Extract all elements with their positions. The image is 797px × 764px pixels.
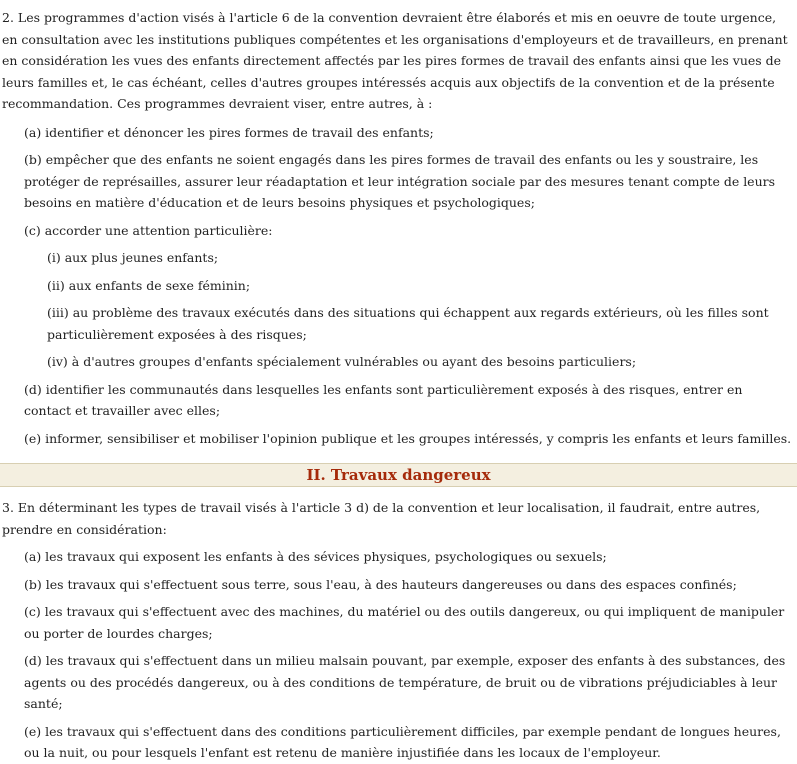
item-2c-iii: (iii) au problème des travaux exécutés dans des situations qui échappent aux regards extérieurs, où les filles sont particulièrement exposées à des risques;: [47, 305, 769, 342]
item-2c: (c) accorder une attention particulière:: [24, 222, 273, 238]
item-3d: (d) les travaux qui s'effectuent dans un milieu malsain pouvant, par exemple, exposer des enfants à des substances, des agents ou des procédés dangereux, ou à des conditions de température, de bruit ou de vibrations préjudiciables à leur santé;: [24, 653, 786, 711]
item-2a: (a) identifier et dénoncer les pires formes de travail des enfants;: [24, 124, 434, 140]
paragraph-2: 2. Les programmes d'action visés à l'article 6 de la convention devraient être élaborés et mis en oeuvre de toute urgence, en consultation avec les institutions publiques compétentes et les organisations d'employeurs et de travailleurs, en prenant en considération les vues des enfants directement affectés par les pires formes de travail des enfants ainsi que les vues de leurs familles et, le cas échéant, celles d'autres groupes intéressés acquis aux objectifs de la convention et de la présente recommandation. Ces programmes devraient viser, entre autres, à :: [2, 10, 788, 111]
item-3c: (c) les travaux qui s'effectuent avec des machines, du matériel ou des outils dangereux, ou qui impliquent de manipuler ou porter de lourdes charges;: [24, 604, 785, 641]
item-2c-iv: (iv) à d'autres groupes d'enfants spécialement vulnérables ou ayant des besoins particuliers;: [47, 354, 637, 369]
item-3a: (a) les travaux qui exposent les enfants à des sévices physiques, psychologiques ou sexuels;: [24, 549, 607, 564]
item-2c-ii: (ii) aux enfants de sexe féminin;: [47, 277, 251, 293]
item-2c-i: (i) aux plus jeunes enfants;: [47, 250, 219, 265]
section-heading: II. Travaux dangereux: [0, 463, 797, 487]
item-2d: (d) identifier les communautés dans lesquelles les enfants sont particulièrement exposés à des risques, entrer en contact et travailler avec elles;: [24, 381, 743, 418]
item-2b: (b) empêcher que des enfants ne soient engagés dans les pires formes de travail des enfants ou les y soustraire, les protéger de représailles, assurer leur réadaptation et leur intégration sociale par des mesures tenant compte de leurs besoins en matière d'éducation et de leurs besoins physiques et psychologiques;: [24, 152, 776, 210]
paragraph-3: 3. En déterminant les types de travail visés à l'article 3 d) de la convention et leur localisation, il faudrait, entre autres, prendre en considération:: [2, 500, 761, 537]
item-3e: (e) les travaux qui s'effectuent dans des conditions particulièrement difficiles, par exemple pendant de longues heures, ou la nuit, ou pour lesquels l'enfant est retenu de manière injustifiée dans les locaux de l'employeur.: [24, 723, 781, 760]
item-3b: (b) les travaux qui s'effectuent sous terre, sous l'eau, à des hauteurs dangereuses ou dans des espaces confinés;: [24, 576, 737, 592]
item-2e: (e) informer, sensibiliser et mobiliser l'opinion publique et les groupes intéressés, y compris les enfants et leurs familles.: [24, 430, 792, 446]
